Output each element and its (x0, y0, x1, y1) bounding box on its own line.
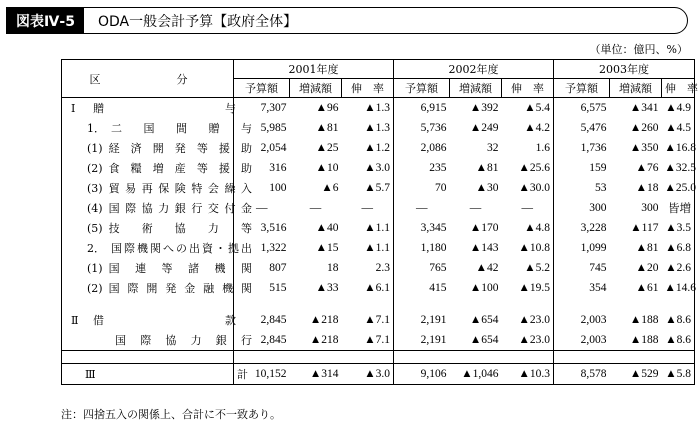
header-column: 予算額 (394, 79, 450, 98)
value-cell: 316 (234, 158, 290, 178)
header-column: 伸 率 (342, 79, 394, 98)
row-label-cell (62, 364, 248, 385)
value-cell: 2,003 (554, 330, 610, 351)
value-cell: 765 (394, 258, 450, 278)
value-cell: ▲23.0 (518, 314, 550, 326)
row-number: Ⅱ (71, 313, 79, 327)
value-cell: ▲218 (309, 334, 339, 346)
row-label-cell (62, 98, 234, 119)
value-cell: ▲4.5 (665, 122, 691, 134)
value-cell: ▲42 (475, 262, 499, 274)
row-label-cell (62, 330, 252, 351)
value-cell: 1,322 (234, 238, 290, 258)
value-cell: 2,191 (394, 330, 450, 351)
value-cell: 70 (394, 178, 450, 198)
value-cell: ▲19.5 (518, 282, 550, 294)
value-cell: 9,106 (394, 364, 450, 385)
value-cell: ▲10.3 (502, 364, 554, 385)
value-cell: ▲1.3 (364, 102, 390, 114)
row-label-cell (62, 158, 252, 178)
value-cell: ▲30 (475, 182, 499, 194)
value-cell: ▲23.0 (518, 334, 550, 346)
value-cell: 5,736 (394, 118, 450, 138)
row-label: 経済開発等援助 (108, 142, 252, 155)
footnote: 注：四捨五入の関係上、合計に不一致あり。 (61, 408, 281, 421)
table-row (62, 238, 695, 258)
row-label: 国際機関への出資・拠出 (111, 242, 252, 255)
value-cell: ▲1,046 (450, 364, 502, 385)
row-number: (1) (87, 261, 103, 275)
value-cell: ▲170 (469, 222, 499, 234)
value-cell: 3,228 (554, 218, 610, 238)
unit-note: （単位：億円、%） (589, 43, 688, 56)
header-column: 増減額 (450, 79, 502, 98)
value-cell: 18 (327, 262, 339, 274)
row-label: 国際協力銀行交付金 (108, 202, 252, 215)
value-cell: ▲4.2 (524, 122, 550, 134)
value-cell: ▲7.1 (364, 314, 390, 326)
header-year: 2001年度 (234, 60, 394, 79)
row-label: 貿易再保険特会繰入 (108, 182, 252, 195)
row-label: 国 連 等 諸 機 関 (108, 262, 252, 275)
value-cell: 53 (554, 178, 610, 198)
row-number: (2) (87, 281, 103, 295)
value-cell: 2.3 (375, 262, 390, 274)
value-cell: 3,516 (234, 218, 290, 238)
value-cell: ▲1.1 (364, 242, 390, 254)
header-column: 増減額 (610, 79, 662, 98)
value-cell: ▲25.6 (518, 162, 550, 174)
spacer-row (62, 351, 695, 364)
value-cell: — (309, 202, 322, 214)
header-year: 2002年度 (394, 60, 554, 79)
header-category: 区 分 (62, 60, 234, 98)
value-cell: ▲81 (475, 162, 499, 174)
table-row (62, 278, 695, 298)
row-number: 2． (87, 242, 105, 255)
value-cell: ▲76 (635, 162, 659, 174)
value-cell: ▲4.8 (524, 222, 550, 234)
value-cell: 745 (554, 258, 610, 278)
title-bar (6, 7, 688, 34)
value-cell: 2,086 (394, 138, 450, 158)
row-label: 二 国 間 贈 与 (111, 122, 252, 135)
figure-number: 図表Ⅳ-5 (7, 8, 84, 33)
row-label: 国 際 協 力 銀 行 (115, 334, 252, 347)
header-column: 伸 率 (502, 79, 554, 98)
value-cell: ▲654 (469, 334, 499, 346)
row-number: Ⅰ (71, 101, 76, 115)
value-cell: 2,191 (394, 310, 450, 330)
value-cell: 100 (234, 178, 290, 198)
value-cell: ▲81 (635, 242, 659, 254)
value-cell: ▲81 (315, 122, 339, 134)
value-cell: ▲392 (469, 102, 499, 114)
value-cell: ▲30.0 (518, 182, 550, 194)
row-label-cell (62, 278, 252, 298)
value-cell: 300 (554, 198, 610, 218)
value-cell: ▲260 (629, 122, 659, 134)
table-row (62, 198, 695, 218)
value-cell: ▲18 (635, 182, 659, 194)
value-cell: ▲249 (469, 122, 499, 134)
spacer-row (62, 298, 695, 310)
value-cell: ▲314 (290, 364, 342, 385)
value-cell: 1,180 (394, 238, 450, 258)
value-cell: 807 (234, 258, 290, 278)
header-year: 2003年度 (554, 60, 695, 79)
value-cell: 415 (394, 278, 450, 298)
value-cell: ▲5.2 (524, 262, 550, 274)
value-cell: ▲8.6 (665, 314, 691, 326)
value-cell: 皆増 (668, 203, 691, 215)
value-cell: ▲32.5 (664, 162, 697, 174)
value-cell: ▲117 (630, 222, 659, 234)
value-cell: ▲10.8 (518, 242, 550, 254)
value-cell: 5,985 (234, 118, 290, 138)
value-cell: ▲3.0 (342, 364, 394, 385)
value-cell: — (394, 198, 450, 218)
value-cell: 1.6 (535, 142, 550, 154)
value-cell: ▲654 (469, 314, 499, 326)
row-number: Ⅲ (85, 367, 96, 381)
value-cell: ▲10 (315, 162, 339, 174)
value-cell: ▲7.1 (364, 334, 390, 346)
value-cell: ▲3.0 (364, 162, 390, 174)
value-cell: 235 (394, 158, 450, 178)
value-cell: ▲4.9 (665, 102, 691, 114)
table-row (62, 158, 695, 178)
value-cell: ▲1.2 (364, 142, 390, 154)
value-cell: ▲188 (629, 334, 659, 346)
value-cell: ▲2.6 (665, 262, 691, 274)
value-cell: 32 (487, 142, 499, 154)
value-cell: ▲3.5 (665, 222, 691, 234)
row-label-cell (62, 258, 252, 278)
row-number: (2) (87, 161, 103, 175)
row-number: (4) (87, 201, 103, 215)
table-row (62, 310, 695, 330)
value-cell: ▲20 (635, 262, 659, 274)
value-cell: 2,845 (234, 310, 290, 330)
row-number: (1) (87, 141, 103, 155)
value-cell: ▲5.4 (524, 102, 550, 114)
value-cell: 5,476 (554, 118, 610, 138)
value-cell: 300 (641, 202, 659, 214)
value-cell: ▲96 (315, 102, 339, 114)
value-cell: 3,345 (394, 218, 450, 238)
table-row (62, 98, 695, 119)
value-cell: ▲14.6 (664, 282, 697, 294)
row-label: 国際開発金融機関 (108, 282, 252, 295)
table-row (62, 178, 695, 198)
table-row (62, 364, 695, 385)
value-cell: 354 (554, 278, 610, 298)
value-cell: — (234, 198, 290, 218)
value-cell: ▲1.3 (364, 122, 390, 134)
row-label: 計 (237, 368, 248, 381)
value-cell: ▲25 (315, 142, 339, 154)
header-column: 予算額 (234, 79, 290, 98)
value-cell: 1,736 (554, 138, 610, 158)
row-label-cell (62, 238, 252, 258)
table-row (62, 258, 695, 278)
value-cell: ▲6.1 (364, 282, 390, 294)
row-label-cell (62, 178, 252, 198)
value-cell: ▲188 (629, 314, 659, 326)
header-column: 増減額 (290, 79, 342, 98)
value-cell: ▲25.0 (664, 182, 697, 194)
value-cell: 8,578 (554, 364, 610, 385)
value-cell: ▲6.8 (665, 242, 691, 254)
value-cell: 515 (234, 278, 290, 298)
value-cell: ▲6 (321, 182, 339, 194)
row-label: 技 術 協 力 等 (108, 222, 252, 235)
value-cell: ▲341 (629, 102, 659, 114)
table-row (62, 218, 695, 238)
value-cell: ▲33 (315, 282, 339, 294)
table-row (62, 118, 695, 138)
row-label: 借 款 (93, 314, 236, 327)
value-cell: ▲15 (315, 242, 339, 254)
row-label-cell (62, 118, 252, 138)
value-cell: ▲40 (315, 222, 339, 234)
budget-table (61, 59, 698, 385)
row-label: 贈 与 (93, 102, 236, 115)
row-number: (5) (87, 221, 103, 235)
value-cell: ▲5.8 (662, 364, 695, 385)
figure-title: ODA一般会計予算【政府全体】 (97, 13, 298, 30)
value-cell: — (521, 202, 533, 214)
row-label-cell (62, 218, 252, 238)
row-label-cell (62, 138, 252, 158)
value-cell: ▲143 (469, 242, 499, 254)
value-cell: ▲5.7 (364, 182, 390, 194)
value-cell: 6,915 (394, 98, 450, 119)
value-cell: 2,054 (234, 138, 290, 158)
value-cell: — (361, 202, 373, 214)
value-cell: — (469, 202, 482, 214)
value-cell: ▲350 (629, 142, 659, 154)
row-number: (3) (87, 181, 103, 195)
value-cell: 6,575 (554, 98, 610, 119)
row-label: 食糧増産等援助 (108, 162, 252, 175)
value-cell: 2,845 (234, 330, 290, 351)
value-cell: ▲100 (469, 282, 499, 294)
table-row (62, 330, 695, 351)
row-number: 1． (87, 122, 105, 135)
value-cell: 2,003 (554, 310, 610, 330)
value-cell: ▲1.1 (364, 222, 390, 234)
header-column: 予算額 (554, 79, 610, 98)
row-label-cell (62, 310, 234, 330)
header-column: 伸 率 (662, 79, 695, 98)
value-cell: 7,307 (234, 98, 290, 119)
value-cell: ▲8.6 (665, 334, 691, 346)
value-cell: 159 (554, 158, 610, 178)
value-cell: ▲529 (610, 364, 662, 385)
table-row (62, 138, 695, 158)
row-label-cell (62, 198, 252, 218)
value-cell: ▲61 (635, 282, 659, 294)
value-cell: 10,152 (234, 364, 290, 385)
value-cell: 1,099 (554, 238, 610, 258)
value-cell: ▲218 (309, 314, 339, 326)
value-cell: ▲16.8 (664, 142, 697, 154)
